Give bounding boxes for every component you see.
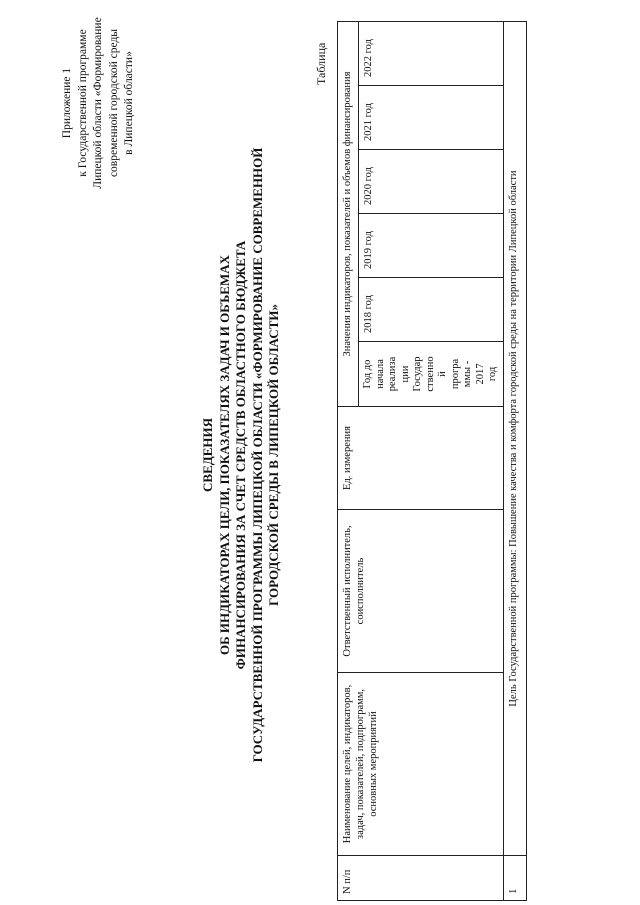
header-row [338, 22, 359, 901]
header-start-line: 2017 [474, 363, 486, 385]
header-year-2019: 2019 год [359, 214, 504, 278]
header-year-2021: 2021 год [359, 86, 504, 150]
appendix-line: к Государственной программе [76, 29, 89, 177]
appendix-line: Липецкой области «Формирование [92, 17, 104, 189]
title-line: ФИНАНСИРОВАНИЯ ЗА СЧЕТ СРЕДСТВ ОБЛАСТНОГО БЮДЖЕТА [233, 240, 248, 670]
appendix-line: в Липецкой области» [123, 51, 135, 155]
header-unit: Ед. измерения [338, 407, 504, 510]
title-line: СВЕДЕНИЯ [200, 418, 215, 492]
header-start-line: ственно [424, 356, 436, 392]
header-start-line: й [437, 371, 448, 377]
document-title [200, 75, 283, 835]
table-label: Таблица [314, 42, 328, 85]
header-start-year [359, 342, 504, 407]
header-year-2022: 2022 год [359, 22, 504, 86]
appendix-note [60, 3, 138, 203]
header-start-line: ммы - [462, 360, 473, 388]
title-line: ГОРОДСКОЙ СРЕДЫ В ЛИПЕЦКОЙ ОБЛАСТИ» [266, 304, 281, 606]
header-year-2018: 2018 год [359, 278, 504, 342]
goal-text: Цель Государственной программы: Повышение качества и комфорта городской среды на территории Липецкой области [503, 22, 526, 856]
indicators-table [337, 21, 527, 901]
header-responsible: Ответственный исполнитель, соисполнитель [338, 510, 504, 673]
appendix-line: современной городской среды [107, 28, 120, 178]
header-values-group: Значения индикаторов, показателей и объемов финансирования [338, 22, 359, 407]
header-year-2020: 2020 год [359, 150, 504, 214]
appendix-line: Приложение 1 [61, 67, 73, 139]
title-line: ГОСУДАРСТВЕННОЙ ПРОГРАММЫ ЛИПЕЦКОЙ ОБЛАСТИ «ФОРМИРОВАНИЕ СОВРЕМЕННОЙ [249, 147, 265, 763]
header-start-line: реализа [387, 356, 398, 392]
header-start-line: Государ [412, 356, 423, 392]
header-name: Наименование целей, индикаторов, задач, показателей, подпрограмм, основных мероприятий [338, 673, 504, 856]
header-start-line: програ [449, 358, 461, 390]
title-line: ОБ ИНДИКАТОРАХ ЦЕЛИ, ПОКАЗАТЕЛЯХ ЗАДАЧ И ОБЪЕМАХ [216, 254, 232, 656]
header-start-line: ции [399, 365, 411, 383]
header-start-line: год [487, 366, 498, 382]
header-num: N п/п [338, 856, 504, 901]
row-num: 1 [503, 856, 526, 901]
header-start-line: начала [374, 359, 386, 389]
table-row [503, 22, 526, 901]
header-start-line: Год до [362, 359, 373, 389]
